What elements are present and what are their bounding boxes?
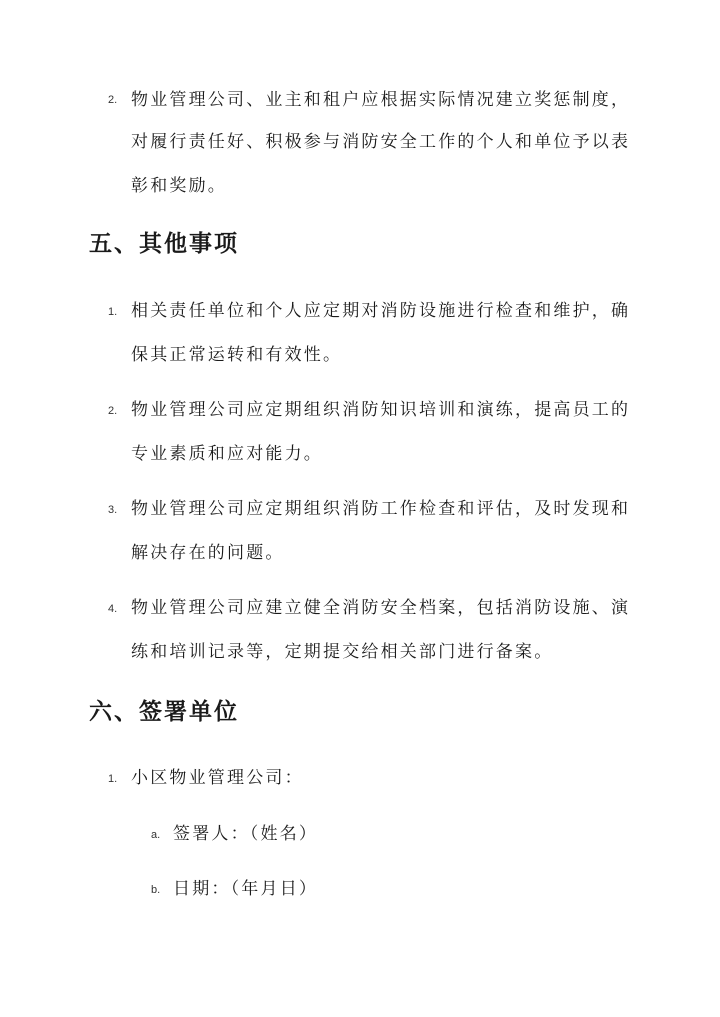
paragraph-line: 物业管理公司应定期组织消防工作检查和评估，及时发现和 (131, 499, 631, 519)
paragraph-line: 解决存在的问题。 (131, 543, 285, 563)
section-heading: 六、签署单位 (89, 698, 239, 725)
paragraph-line: 物业管理公司应建立健全消防安全档案，包括消防设施、演 (131, 598, 631, 618)
paragraph-line: 物业管理公司应定期组织消防知识培训和演练，提高员工的 (131, 400, 631, 420)
paragraph-line: 小区物业管理公司： (131, 768, 304, 788)
list-number: 2. (108, 94, 118, 106)
paragraph-line: 练和培训记录等，定期提交给相关部门进行备案。 (131, 642, 554, 662)
paragraph-line: 物业管理公司、业主和租户应根据实际情况建立奖惩制度， (131, 90, 631, 110)
list-number: 1. (108, 773, 118, 785)
section-heading: 五、其他事项 (89, 230, 239, 257)
paragraph-line: 对履行责任好、积极参与消防安全工作的个人和单位予以表 (131, 132, 631, 152)
sub-list-letter: a. (151, 829, 161, 841)
paragraph-line: 彰和奖励。 (131, 176, 227, 196)
paragraph-line: 专业素质和应对能力。 (131, 444, 323, 464)
paragraph-line: 相关责任单位和个人应定期对消防设施进行检查和维护，确 (131, 301, 631, 321)
list-number: 2. (108, 405, 118, 417)
date-line: 日期：（年月日） (173, 879, 319, 899)
paragraph-line: 保其正常运转和有效性。 (131, 345, 343, 365)
list-number: 4. (108, 603, 118, 615)
signatory-line: 签署人：（姓名） (173, 824, 319, 844)
list-number: 3. (108, 504, 118, 516)
sub-list-letter: b. (151, 884, 161, 896)
list-number: 1. (108, 306, 118, 318)
